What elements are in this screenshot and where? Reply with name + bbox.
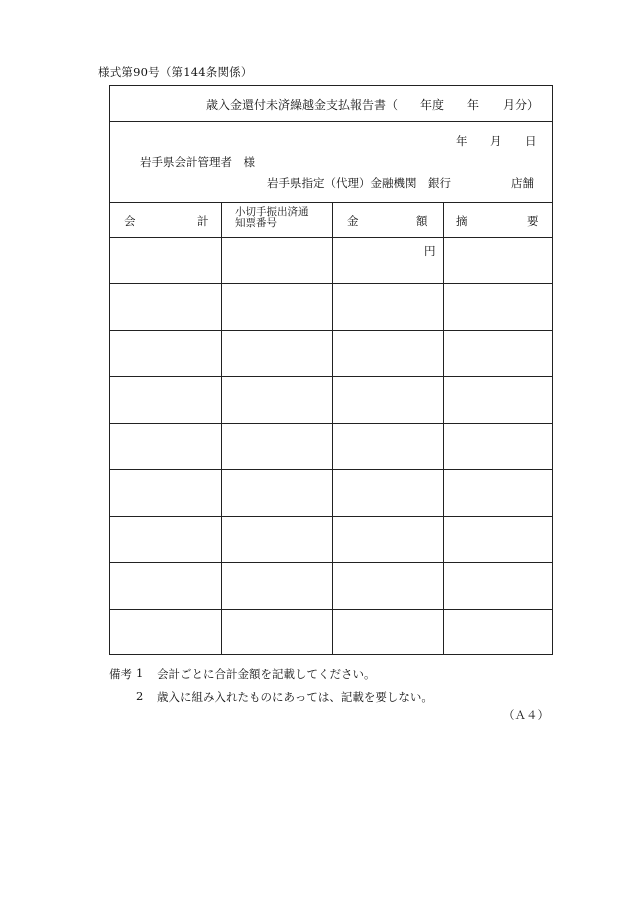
row-divider <box>110 516 552 517</box>
bank-label: 岩手県指定（代理）金融機関 <box>267 176 417 190</box>
title-nen: 年 <box>467 98 480 112</box>
row-divider <box>110 609 552 610</box>
form-title: 歳入金還付未済繰越金支払報告書（ <box>206 98 399 112</box>
column-divider <box>332 202 333 654</box>
header-remarks-left: 摘 <box>456 214 468 228</box>
title-gatsubun: 月分） <box>503 98 540 112</box>
row-divider <box>110 283 552 284</box>
branch-name: 店舗 <box>511 176 534 190</box>
date-day: 日 <box>525 134 537 148</box>
yen-unit: 円 <box>424 244 436 258</box>
report-form <box>109 85 553 655</box>
header-check-no-line1: 小切手振出済通 <box>235 206 309 218</box>
header-amount-right: 額 <box>416 214 428 228</box>
date-year: 年 <box>456 134 468 148</box>
row-divider <box>110 376 552 377</box>
form-number: 様式第90号（第144条関係） <box>98 65 253 79</box>
column-divider <box>221 202 222 654</box>
addressee: 岩手県会計管理者 様 <box>140 155 255 169</box>
column-divider <box>443 202 444 654</box>
row-divider <box>110 469 552 470</box>
note-2-text: 歳入に組み入れたものにあっては、記載を要しない。 <box>157 690 433 704</box>
report-table <box>110 202 552 654</box>
title-nendo: 年度 <box>420 98 445 112</box>
date-month: 月 <box>490 134 502 148</box>
row-divider <box>110 423 552 424</box>
note-1-text: 会計ごとに合計金額を記載してください。 <box>157 667 376 681</box>
notes-label: 備考 <box>109 667 132 681</box>
header-remarks-right: 要 <box>527 214 539 228</box>
header-kaikei-right: 計 <box>197 214 209 228</box>
header-amount-left: 金 <box>347 214 359 228</box>
note-1-number: 1 <box>136 666 144 680</box>
title-row <box>110 86 552 122</box>
header-kaikei-left: 会 <box>124 214 136 228</box>
bank-name: 銀行 <box>428 176 451 190</box>
paper-size: （Ａ４） <box>503 708 549 722</box>
header-divider <box>110 237 552 238</box>
header-check-no-line2: 知票番号 <box>235 217 277 229</box>
row-divider <box>110 330 552 331</box>
row-divider <box>110 562 552 563</box>
address-block <box>110 121 552 203</box>
note-2-number: 2 <box>136 689 144 703</box>
